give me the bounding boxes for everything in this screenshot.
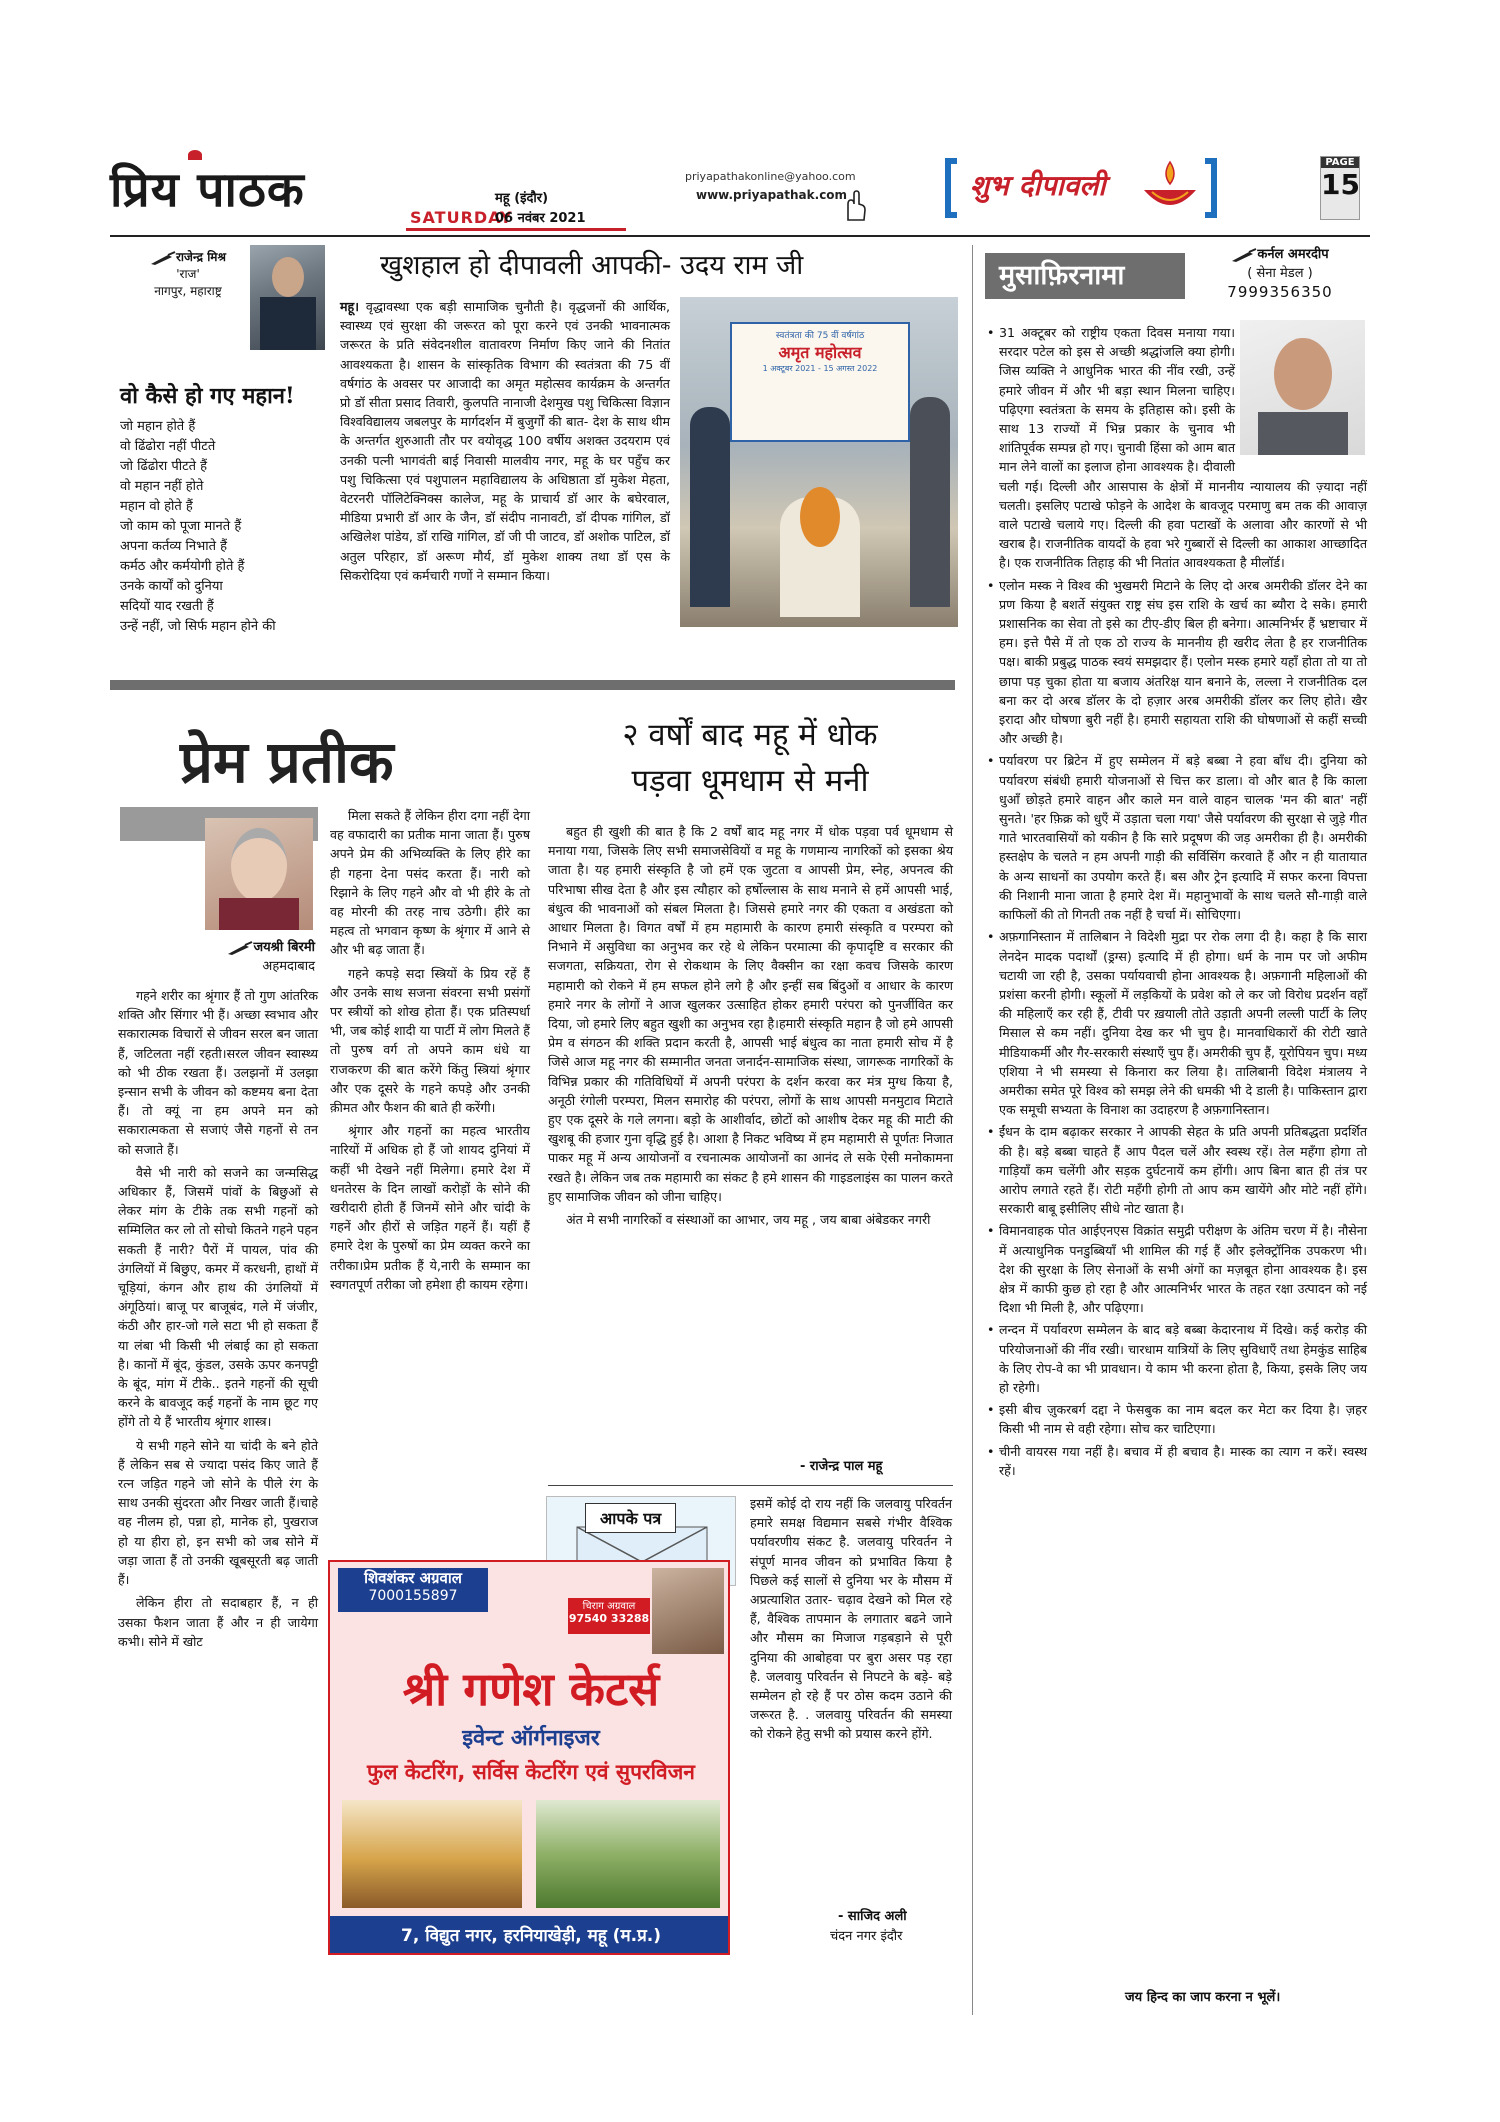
poem-author-photo bbox=[250, 245, 325, 350]
page-label: PAGE bbox=[1321, 157, 1359, 168]
page-box bbox=[1320, 156, 1360, 220]
musafir-phone: 7999356350 bbox=[1227, 283, 1333, 301]
poem-line: अपना कर्तव्य निभाते हैं bbox=[120, 539, 228, 554]
musafir-byline bbox=[1190, 245, 1370, 302]
prem-paragraph: मिला सकते हैं लेकिन हीरा दगा नहीं देगा वह वफादारी का प्रतीक माना जाता हैं। पुरुष अपने प्रेम की अभिव्यक्ति के लिए हीरे का ही गहना देना पसंद करता हैं। नारी को रिझाने के लिए गहने और वो भी हीरे के तो वह मोरनी की तरह नाच उठेगी। हीरे का महत्व तो भगवान कृष्ण के श्रृंगार में आने से और भी बढ़ जाता हैं। bbox=[330, 808, 530, 958]
diwali-greeting: शुभ दीपावली bbox=[970, 169, 1106, 202]
ad-services: फुल केटरिंग, सर्विस केटरिंग एवं सुपरविजन bbox=[367, 1760, 695, 1784]
diwali-photo bbox=[680, 297, 958, 627]
musafir-item: • ईंधन के दाम बढ़ाकर सरकार ने आपकी सेहत के प्रति अपनी प्रतिबद्धता प्रदर्शित की है। बड़े बब्बा चाहते हैं आप पैदल चलें और स्वस्थ रहें। तेल महँगा होगा तो गाड़ियाँ कम चलेंगी और सड़क दुर्घटनायें कम होंगी। आप बिना बात ही तंत्र पर आरोप लगाते रहते हैं। रोटी महँगी होगी तो आप कम खायेंगे और मोटे नहीं होंगे। सरकारी बाबू इसीलिए सीधे नोट खाता है। bbox=[987, 1122, 1367, 1218]
ad-subtitle: इवेन्ट ऑर्गनाइजर bbox=[462, 1726, 600, 1751]
dhok-author: - राजेन्द्र पाल महू bbox=[800, 1459, 883, 1474]
diwali-headline: खुशहाल हो दीपावली आपकी- उदय राम जी bbox=[380, 250, 804, 281]
section-divider-band bbox=[110, 680, 955, 690]
musafir-author: कर्नल अमरदीप bbox=[1257, 247, 1329, 262]
poem-line: जो काम को पूजा मानते हैं bbox=[120, 519, 242, 534]
diwali-body bbox=[340, 297, 670, 585]
ad-owner-box bbox=[338, 1568, 488, 1612]
prem-paragraph: गहने कपड़े सदा स्त्रियों के प्रिय रहें हैं और उनके साथ सजना संवरना सभी प्रसंगों पर स्त्रीयों को शोख होता हैं। एक प्रतिस्पर्धा भी, जब कोई शादी या पार्टी में लोग मिलते हैं तो पुरुष वर्ग तो अपने काम धंधे या राजकरण की बात करेंगे किंतु स्त्रियां श्रृंगार और एक दूसरे के गहने कपड़े और उनकी क़ीमत और फैशन की बाते ही करेंगी। bbox=[330, 965, 530, 1116]
musafir-item: • एलोन मस्क ने विश्व की भुखमरी मिटाने के लिए दो अरब अमरीकी डॉलर देने का प्रण किया है बशर्ते संयुक्त राष्ट्र संघ इस राशि के खर्च का ब्यौरा दे सके। हमारी प्रशासनिक का सेवा तो इसे का टीए-डीए बिल ही बनेगा। आत्मनिर्भर हैं भ्रष्टाचार में हम। इत्ते पैसे में तो एक ठो राज्य के माननीय ही खरीद लेता है हर राजनीतिक पक्ष। बाकी प्रबुद्ध पाठक स्वयं समझदार हैं। एलोन मस्क हमारे यहाँ होता तो या तो छापा पड़ चुका होता या बजाय अंतरिक्ष यान बनाने के, लल्ला ने राजनीतिक दल बना कर दो अरब डॉलर के दो हज़ार अरब अमरीकी डॉलर कर लिए होते। खैर इरादा और घोषणा बुरी नहीं है। हमारी सहायता राशि की घोषणाओं से कहीं सच्ची और अच्छी है। bbox=[987, 576, 1367, 749]
poem-line: महान वो होते हैं bbox=[120, 499, 193, 514]
masthead-rule bbox=[110, 235, 1370, 237]
prem-paragraph: लेकिन हीरा तो सदाबहार हैं, न ही उसका फैशन जाता हैं और न ही जायेगा कभी। सोने में खोट bbox=[118, 1595, 318, 1649]
dhok-headline-line1: २ वर्षों बाद महू में धोक bbox=[622, 717, 878, 753]
vertical-rule bbox=[972, 245, 973, 2015]
prem-paragraph: श्रृंगार और गहनों का महत्व भारतीय नारियों में अधिक हो हैं जो शायद दुनियां में कहीं भी देखने नहीं मिलेगा। हमारे देश में धनतेरस के दिन लाखों करोड़ों के सोने की खरीदारी होती हैं जिनमें सोने और चांदी के गहनें और हीरों से जड़ित गहनें हैं। यहीं हैं हमारे देश के पुरुषों का प्रेम व्यक्त करने का तरीका।प्रेम प्रतीक हैं ये,नारी के सम्मान का स्वगतपूर्ण तरीका जो हमेशा ही कायम रहेगा। bbox=[330, 1123, 530, 1292]
pen-icon-3 bbox=[1231, 248, 1257, 262]
musafir-item: • विमानवाहक पोत आईएनएस विक्रांत समुद्री परीक्षण के अंतिम चरण में है। नौसेना में अत्याधुनिक पनडुब्बियाँ भी शामिल की गई हैं और इलेक्ट्रॉनिक उपकरण भी। देश की सुरक्षा के लिए सेनाओं के सभी अंगों का मज़बूत होना आवश्यक है। इस क्षेत्र में काफी कुछ हो रहा है और आत्मनिर्भर भारत के तहत रक्षा उत्पादन को नई दिशा भी मिली है, और पढ़िएगा। bbox=[987, 1221, 1367, 1317]
prem-paragraph: ये सभी गहने सोने या चांदी के बने होते हैं लेकिन सब से ज्यादा पसंद किए जाते हैं रत्न जड़ित गहने जो सोने के पीले रंग के साथ उनकी सुंदरता और निखर जाती हैं।चाहे वह नीलम हो, पन्ना हो, मानेक हो, पुखराज हो या हीरा हो, इन सभी को जब सोने में जड़ा जाता हैं तो उनकी खूबसूरती बढ़ जाती हैं। bbox=[118, 1437, 318, 1588]
poem-line: जो महान होते हैं bbox=[120, 419, 196, 434]
dhok-paragraph: अंत मे सभी नागरिकों व संस्थाओं का आभार, जय महू , जय बाबा अंबेडकर नगरी bbox=[566, 1212, 931, 1228]
poem-line: सदियों याद रखती हैं bbox=[120, 599, 214, 614]
ad-partner-phone: 97540 33288 bbox=[568, 1612, 650, 1625]
dhok-rule bbox=[548, 1485, 953, 1486]
letter-author: - साजिद अली bbox=[838, 1909, 907, 1924]
pen-icon bbox=[150, 251, 176, 265]
ad-owner-phone: 7000155897 bbox=[368, 1588, 458, 1604]
diwali-text: वृद्धावस्था एक बड़ी सामाजिक चुनौती है। वृद्धजनों की आर्थिक, स्वास्थ्य एवं सुरक्षा की जरूरत को पूरा करने एवं उनकी भावनात्मक जरूरत के प्रति संवेदनशील वातावरण निर्माण किए जाने की नितांत आवश्यकता है। शासन के सांस्कृतिक विभाग की स्वतंत्रता की 75 वीं वर्षगांठ के अवसर पर आजादी का अमृत महोत्सव कार्यक्रम के अन्तर्गत प्रो डॉ सीता प्रसाद तिवारी, कुलपति नानाजी देशमुख पशु चिकित्सा विज्ञान विश्वविद्यालय जबलपुर के मार्गदर्शन में बुजुर्गों की बात- देश के साथ थीम के अन्तर्गत शुरुआती तौर पर वयोवृद्ध 100 वर्षीय अशक्त उदयराम एवं उनकी पत्नी भागवंती बाई निवासी मालवीय नगर, महू के घर पहुँच कर पशु चिकित्सा एवं पशुपालन महाविद्यालय के अधिष्ठाता डॉ मुकेश मेहता, वेटरनरी पॉलिटेक्निक्स कालेज, महू के प्राचार्य डॉ आर के बघेरवाल, मीडिया प्रभारी डॉ आर के जैन, डॉ संदीप नानावटी, डॉ दीपक गांगिल, डॉ अखिलेश पांडेय, डॉ राखि गांगिल, डॉ जी पी जाटव, डॉ अशोक पाटिल, डॉ अतुल परिहार, डॉ अरूण मौर्य, डॉ मुकेश शाक्य तथा डॉ एस के सिकरोदिया एवं कर्मचारी गणों ने सम्मान किया। bbox=[340, 299, 670, 583]
prem-author-photo bbox=[205, 818, 313, 930]
prem-author: जयश्री बिरमी bbox=[253, 940, 315, 955]
musafir-item: • चीनी वायरस गया नहीं है। बचाव में ही बचाव है। मास्क का त्याग न करें। स्वस्थ रहें। bbox=[987, 1442, 1367, 1480]
ad-photo-left bbox=[342, 1800, 522, 1908]
poem-title: वो कैसे हो गए महान! bbox=[120, 383, 295, 409]
musafir-rank: ( सेना मेडल ) bbox=[1247, 266, 1313, 281]
prem-paragraph: वैसे भी नारी को सजने का जन्मसिद्ध अधिकार हैं, जिसमें पांवों के बिछुओं से लेकर मांग के टीके तक सभी गहनों को सम्मिलित कर लो तो सोचो कितने गहने पहन सकती हैं नारी? पैरों में पायल, पांव की उंगलियों में बिछुए, कमर में करधनी, हाथों में चूड़ियां, कंगन और हाथ की उंगलियों में अंगूठियां। बाजू पर बाजूबंद, गले में जंजीर, कंठी और हार-जो गले सटा भी हो सकता हैं या लंबा भी किसी भी लंबाई का हो सकता है। कानों में बूंद, कुंडल, उसके ऊपर कनपट्टी के बूंद, मांग में टीके.. इतने गहनों की सूची करने के बावजूद कई गहनों के नाम छूट गए होंगे तो ये हैं भारतीय श्रृंगार शास्त्र। bbox=[118, 1164, 318, 1430]
masthead-divider bbox=[406, 228, 626, 231]
musafir-closing: जय हिन्द का जाप करना न भूलें। bbox=[1125, 1990, 1281, 2005]
prem-pratik-heading: प्रेम प्रतीक bbox=[180, 728, 394, 796]
ad-address: 7, विद्युत नगर, हरनियाखेड़ी, महू (म.प्र.) bbox=[330, 1916, 730, 1955]
prem-col1 bbox=[118, 986, 318, 1655]
pen-icon-2 bbox=[227, 941, 253, 955]
musafirnama-heading: मुसाफ़िरनामा bbox=[985, 253, 1185, 299]
musafir-item: • पर्यावरण पर ब्रिटेन में हुए सम्मेलन में बड़े बब्बा ने हवा बाँध दी। दुनिया को पर्यावरण संबंधी हमारी योजनाओं से चित्त कर डाला। वो और बात है कि काला धुआँ छोड़ते हमारे वाहन और काले मन वाले वाहन चालक 'मन की बात' नहीं सुनते। 'हर फ़िक्र को धुएँ में उड़ाता चला गया' जैसे पर्यावरण की सुरक्षा से जुड़े गीत गाते भारतवासियों को यकीन है कि सारे प्रदूषण की जड़ अमरीका ही है। अमरीकी हस्तक्षेप के चलते न हम अपनी गाड़ी की सर्विसिंग करवाते हैं और न ही यातायात के अन्य साधनों का उपयोग करते हैं। बस और ट्रेन इत्यादि में सफर करना विपत्ता की निशानी माना जाता है हमारे देश में। महानुभावों के साथ चलते सौ-गाड़ी वाले काफिलों की तो गिनती तक नहीं है चर्चा में। सोचिएगा। bbox=[987, 751, 1367, 924]
page-number: 15 bbox=[1321, 168, 1360, 201]
letter-place: चंदन नगर इंदौर bbox=[830, 1929, 903, 1944]
prem-place: अहमदाबाद bbox=[262, 959, 315, 974]
musafir-item: • अफ़गानिस्तान में तालिबान ने विदेशी मुद्रा पर रोक लगा दी है। कहा है कि सारा लेनदेन मादक पदार्थों (ड्रग्स) इत्यादि में ही होगा। धर्म के नाम पर जो अफीम चटायी जा रही है, उसका पर्यायवाची होना आवश्यक है। अफ़गानी महिलाओं की प्रशंसा करनी होगी। स्कूलों में लड़कियों के प्रवेश को ले कर जो विरोध प्रदर्शन वहाँ की महिलाएँ कर रही हैं, टीवी पर ख़याली तोते उड़ाती अपनी लल्ली पार्टी के लिए मिसाल से कम नहीं। दुनिया देख कर भी चुप है। मानवाधिकारों की रोटी खाते मीडियाकर्मी और गैर-सरकारी संस्थाएँ चुप हैं। अमरीकी चुप हैं, यूरोपियन चुप। मध्य एशिया ने भी समस्या से किनारा कर लिया है। तालिबानी विदेश मंत्रालय ने अमरीका समेत पूरे विश्व को समझ लेने की धमकी भी दे डाली है। पाकिस्तान द्वारा एक समूची सभ्यता के विनाश का उदाहरण है अफ़गानिस्तान। bbox=[987, 927, 1367, 1119]
dhok-paragraph: बहुत ही खुशी की बात है कि 2 वर्षों बाद महू नगर में धोक पड़वा पर्व धूमधाम से मनाया गया, जिसके लिए सभी समाजसेवियों व महू के गणमान्य नागरिकों को इसका श्रेय जाता है। यह हमारी संस्कृति है जो हमें एक जुटता व आपसी प्रेम, स्नेह, अपनत्व की परिभाषा सीख देता है और इस त्यौहार को हर्षोल्लास के साथ मनाने से हमें आपसी भाई, बंधुत्व की भावनाओं को संबल मिलता है। जिससे हमारे नगर की एकता व अखंडता को आधार मिलता है। विगत वर्षों में हम महामारी के कारण हमारी संस्कृति व परम्परा को निभाने में असुविधा का अनुभव कर रहे थे लेकिन परमात्मा की कृपादृष्टि व सरकार की सजगता, सक्रियता, रोग से रोकथाम के लिए वैक्सीन का रक्षा कवच जिसके कारण महामारी को रोकने में हम सफल होने लगे है और इन्हीं सब बिंदुओं व आधार के कारण हमारे नगर के लोगों ने आज खुलकर उत्साहित होकर हमारी परंपरा को पुनर्जीवित कर दिया, जो हमारे लिए बहुत खुशी का अनुभव रहा है।हमारी संस्कृति महान है जो हमे आपसी प्रेम व संगठन की शक्ति प्रदान करती है, आपसी भाई बंधुत्व का नाता हमारी सोच में है जिसे आज महू नगर की सम्मानीत जनता जनार्दन-सामाजिक संस्था, जागरूक नागरिकों के विभिन्न प्रकार की गतिविधियों में अपनी परंपरा के दर्शन करवा कर मंत्र मुग्ध किया है, अनूठी रंगोली परम्परा, मिलन समारोह की परंपरा, लोगों के साथ आपसी मनमुटाव मिटाते हुए एक दूसरे के गले लगना। बड़ो के आशीर्वाद, छोटों को आशीष देकर महू की माटी की खुशबू की हजार गुना वृद्धि हुई है। आशा है निकट भविष्य में हम महामारी से पूर्णतः निजात पाकर महू में अन्य आयोजनों व रचनात्मक आयोजनों का आनंद ले सके ऐसी मनोकामना रखते है। लेकिन जब तक महामारी का संकट है हमे शासन की गाइडलाइंस का पालन करते हुए सामाजिक जीवन को जीना चाहिए। bbox=[548, 824, 953, 1204]
musafir-item: • लन्दन में पर्यावरण सम्मेलन के बाद बड़े बब्बा केदारनाथ में दिखे। कई करोड़ की परियोजनाओं की नींव रखी। चारधाम यात्रियों के लिए सुविधाएँ तथा हेमकुंड साहिब के लिए रोप-वे का भी प्रावधान। ये काम भी करना होता है, किया, इसके लिए जय हो रहेगी। bbox=[987, 1320, 1367, 1397]
ad-photo-right bbox=[536, 1800, 720, 1908]
masthead bbox=[110, 150, 1370, 230]
prem-byline bbox=[190, 938, 315, 976]
date-label: 06 नवंबर 2021 bbox=[495, 211, 586, 226]
poem-alias: 'राज' bbox=[176, 267, 200, 281]
website-link[interactable]: www.priyapathak.com bbox=[696, 188, 848, 202]
dhok-headline bbox=[545, 712, 955, 804]
day-label: SATURDAY bbox=[410, 208, 513, 227]
musafirnama-section bbox=[985, 245, 1370, 2025]
photo-banner bbox=[730, 322, 910, 442]
city-label: महू (इंदौर) bbox=[495, 191, 549, 206]
poem-line: उनके कार्यों को दुनिया bbox=[120, 579, 223, 594]
poem-author: राजेन्द्र मिश्र bbox=[176, 250, 226, 264]
letter-badge: आपके पत्र bbox=[585, 1503, 676, 1533]
poem-place: नागपुर, महाराष्ट्र bbox=[154, 284, 222, 298]
logo-lamp-icon bbox=[188, 150, 202, 160]
bracket-left bbox=[945, 158, 957, 218]
musafir-item: • 31 अक्टूबर को राष्ट्रीय एकता दिवस मनाया गया। सरदार पटेल को इस से अच्छी श्रद्धांजलि क्या होगी। जिस व्यक्ति ने आधुनिक भारत की नींव रखी, उन्हें हमारे जीवन में और भी बड़ा स्थान मिलना चाहिए। पढ़िएगा स्वतंत्रता के समय के इतिहास को। इसी के साथ 13 राज्यों में भिन्न प्रकार के चुनाव भी शांतिपूर्वक सम्पन्न हो गए। चुनावी हिंसा को आम बात मान लेने वालों का इलाज होना आवश्यक है। दीवाली चली गई। दिल्ली और आसपास के क्षेत्रों में माननीय न्यायालय की ज़्यादा नहीं चलती। इसलिए पटाखे फोड़ने के आदेश के बावजूद परमाणु बम तक की आवाज़ वाले पटाखे चलाये गए। दिल्ली की हवा पटाखों के अलावा और कारणों से भी खराब है। राजनीतिक वायदों के हवा भरे गुब्बारों से दिल्ली का आकाश आच्छादित है। एक राजनीतिक तिहाड़ की भी नितांत आवश्यकता है मीलॉर्ड। bbox=[987, 323, 1367, 573]
logo: प्रिय पाठक bbox=[110, 162, 305, 218]
musafir-items bbox=[987, 323, 1367, 1483]
poem-line: कर्मठ और कर्मयोगी होते हैं bbox=[120, 559, 245, 574]
poem-line: जो ढिंढोरा पीटते हैं bbox=[120, 459, 208, 474]
poem-byline bbox=[128, 249, 248, 300]
letter-body: इसमें कोई दो राय नहीं कि जलवायु परिवर्तन हमारे समक्ष विद्यमान सबसे गंभीर वैश्विक पर्यावरणीय संकट है. जलवायु परिवर्तन ने संपूर्ण मानव जीवन को प्रभावित किया है पिछले कई सालों से दुनिया भर के मौसम में अप्रत्याशित उतार- चढ़ाव देखने को मिल रहे हैं, वैश्विक तापमान के लगातार बढने जाने और मौसम का मिजाज गड़बड़ाने से पूरी दुनिया की आबोहवा पर बुरा असर पड़ रहा है. जलवायु परिवर्तन से निपटने के बड़े- बड़े सम्मेलन हो रहे हैं पर ठोस कदम उठाने की जरूरत है. . जलवायु परिवर्तन की समस्या को रोकने हेतु सभी को प्रयास करने होंगे. bbox=[750, 1496, 952, 1742]
ad-title: श्री गणेश केटर्स bbox=[402, 1662, 660, 1716]
poem-line: वो ढिंढोरा नहीं पीटते bbox=[120, 439, 216, 454]
diwali-lead: महू। bbox=[340, 299, 359, 314]
poem-line: उन्हें नहीं, जो सिर्फ महान होने की bbox=[120, 619, 276, 634]
diwali-article bbox=[340, 245, 960, 675]
ad-partner-box bbox=[568, 1598, 650, 1634]
email-link[interactable]: priyapathakonline@yahoo.com bbox=[685, 170, 856, 183]
photo-banner-line1: स्वतंत्रता की 75 वीं वर्षगांठ bbox=[775, 331, 865, 341]
ad-partner-name: चिराग अग्रवाल bbox=[582, 1601, 636, 1612]
dhok-headline-line2: पड़वा धूमधाम से मनी bbox=[631, 763, 869, 799]
musafir-item: • इसी बीच ज़ुकरबर्ग दद्दा ने फेसबुक का नाम बदल कर मेटा कर दिया है। ज़हर किसी भी नाम से वही रहेगा। सोच कर चाटिएगा। bbox=[987, 1400, 1367, 1438]
ganesh-caterers-ad bbox=[328, 1560, 730, 1955]
photo-banner-line2: अमृत महोत्सव bbox=[778, 343, 862, 362]
bracket-right bbox=[1205, 158, 1217, 218]
ad-partner-photo bbox=[652, 1568, 724, 1654]
poem-line: वो महान नहीं होते bbox=[120, 479, 204, 494]
prem-col2 bbox=[330, 806, 530, 1298]
prem-paragraph: गहने शरीर का श्रृंगार हैं तो गुण आंतरिक शक्ति और सिंगार भी हैं। अच्छा स्वभाव और सकारात्मक विचारों से जीवन सरल बन जाता हैं, जटिलता नहीं रहती।सरल जीवन स्वास्थ्य को भी ठीक रखता हैं। उलझनों में उलझा इन्सान सभी के जीवन को कष्टमय बना देता हैं। तो क्यूं ना हम अपने मन को सकारात्मकता से सजाएं जैसे गहनों से तन को सजाते हैं। bbox=[118, 988, 318, 1157]
hand-pointer-icon bbox=[840, 190, 866, 222]
poem-body bbox=[120, 417, 325, 637]
diya-icon bbox=[1140, 160, 1200, 214]
ad-owner-name: शिवशंकर अग्रवाल bbox=[364, 1569, 462, 1587]
poem-section bbox=[110, 245, 325, 665]
photo-banner-line3: 1 अक्टूबर 2021 - 15 अगस्त 2022 bbox=[762, 364, 878, 373]
dhok-body bbox=[548, 822, 953, 1233]
